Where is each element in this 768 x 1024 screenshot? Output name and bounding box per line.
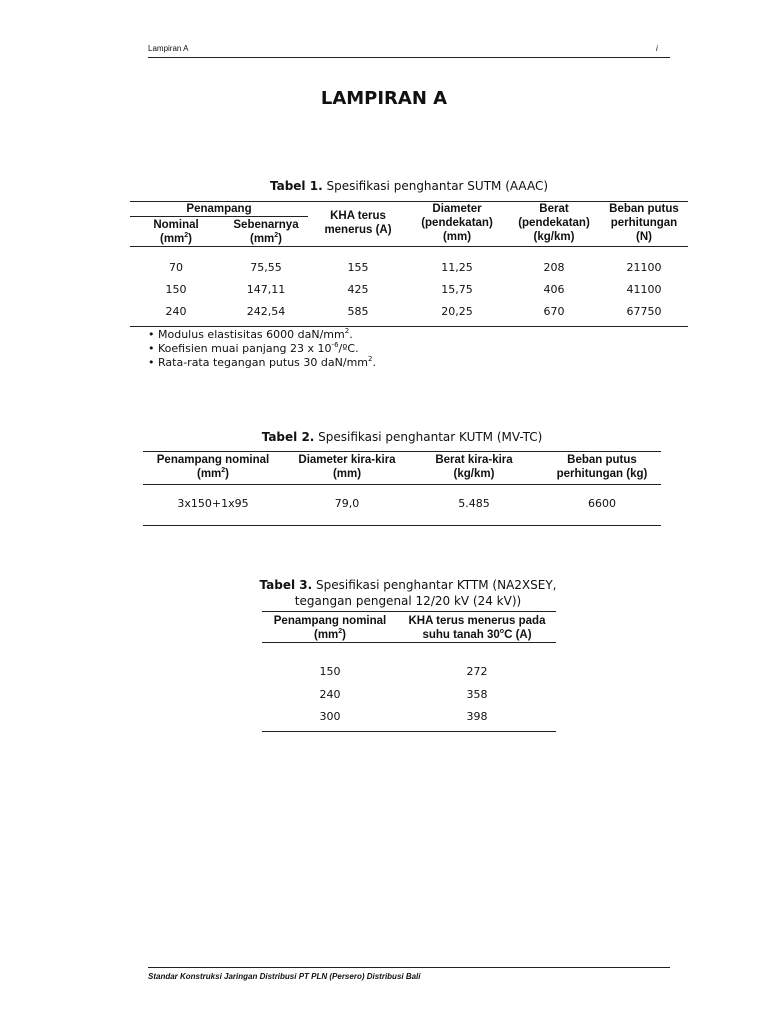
note-sup: 2 bbox=[368, 355, 373, 363]
table2-header-diameter bbox=[283, 453, 411, 481]
table3-header-penampang bbox=[262, 614, 398, 642]
table2-bottom-rule bbox=[143, 525, 661, 526]
table-cell: 6600 bbox=[588, 497, 616, 510]
unit-sup: 2 bbox=[274, 232, 279, 239]
table-cell: 67750 bbox=[626, 305, 662, 318]
table-cell: 11,25 bbox=[441, 261, 473, 274]
header-rule bbox=[148, 57, 670, 58]
beban-line1: Beban putus bbox=[609, 203, 679, 215]
note-tail: . bbox=[349, 328, 353, 341]
table2-caption bbox=[143, 430, 661, 444]
table1-header-penampang: Penampang bbox=[186, 203, 252, 215]
table-cell: 398 bbox=[466, 710, 488, 723]
running-header-left: Lampiran A bbox=[148, 44, 189, 53]
table-cell: 41100 bbox=[626, 283, 662, 296]
table1-header-berat bbox=[508, 202, 600, 244]
beban-line2: perhitungan bbox=[610, 217, 678, 229]
table3-top-rule bbox=[262, 611, 556, 612]
table-cell: 670 bbox=[543, 305, 565, 318]
table2-header-beban bbox=[537, 453, 667, 481]
table-cell: 150 bbox=[319, 665, 341, 678]
table3-caption-line2: tegangan pengenal 12/20 kV (24 kV)) bbox=[294, 594, 522, 608]
table-cell: 272 bbox=[466, 665, 488, 678]
table1-bottom-rule bbox=[130, 326, 688, 327]
table2-caption-label: Tabel 2. bbox=[261, 430, 315, 444]
col2-line1: Diameter kira-kira bbox=[298, 454, 396, 466]
table-cell: 240 bbox=[165, 305, 187, 318]
col2-line2: (mm) bbox=[332, 468, 362, 480]
unit-close: ) bbox=[188, 233, 193, 245]
col2-tail: C (A) bbox=[504, 629, 532, 641]
table-cell: 21100 bbox=[626, 261, 662, 274]
col3-line1: Berat kira-kira bbox=[435, 454, 513, 466]
table1-caption-label: Tabel 1. bbox=[269, 179, 323, 193]
bullet: • bbox=[148, 356, 155, 369]
table-cell: 147,11 bbox=[246, 283, 286, 296]
diameter-line3: (mm) bbox=[442, 231, 472, 243]
berat-line2: (pendekatan) bbox=[518, 217, 590, 229]
col1-line1: Penampang nominal bbox=[156, 454, 270, 466]
table-cell: 155 bbox=[347, 261, 369, 274]
note-sup: 2 bbox=[344, 327, 350, 335]
table-cell: 585 bbox=[347, 305, 369, 318]
table2-top-rule bbox=[143, 451, 661, 452]
col4-line2: perhitungan (kg) bbox=[556, 468, 648, 480]
unit-sup: 2 bbox=[221, 467, 226, 474]
table1-header-sebenarnya bbox=[222, 218, 310, 246]
table3-caption-line1 bbox=[232, 577, 584, 593]
unit-text: (mm bbox=[249, 233, 275, 245]
kha-line2: menerus (A) bbox=[324, 224, 392, 236]
unit-sup: 2 bbox=[338, 628, 343, 635]
note-text: Koefisien muai panjang 23 x 10 bbox=[158, 342, 332, 355]
table1-header-sebenarnya-unit bbox=[222, 232, 310, 246]
col1-line2 bbox=[143, 467, 283, 481]
table1-header-nominal-label: Nominal bbox=[153, 219, 199, 231]
table-cell: 406 bbox=[543, 283, 565, 296]
table-cell: 242,54 bbox=[246, 305, 286, 318]
unit-close: ) bbox=[342, 629, 347, 641]
table1-header-beban bbox=[600, 202, 688, 244]
table1-caption-text: Spesifikasi penghantar SUTM (AAAC) bbox=[322, 179, 549, 193]
table3-bottom-rule bbox=[262, 731, 556, 732]
table1-header-rule bbox=[130, 246, 688, 247]
table-cell: 240 bbox=[319, 688, 341, 701]
table-cell: 208 bbox=[543, 261, 565, 274]
table-cell: 3x150+1x95 bbox=[177, 497, 249, 510]
kha-line1: KHA terus bbox=[330, 210, 386, 222]
note-sup: -6 bbox=[331, 341, 339, 349]
unit-text: (mm bbox=[313, 629, 339, 641]
berat-line1: Berat bbox=[539, 203, 569, 215]
table-cell: 75,55 bbox=[250, 261, 282, 274]
col2-line1: KHA terus menerus pada bbox=[408, 615, 546, 627]
table1-notes bbox=[148, 328, 376, 370]
running-footer: Standar Konstruksi Jaringan Distribusi PT PLN (Persero) Distribusi Bali bbox=[148, 972, 421, 981]
page-title: LAMPIRAN A bbox=[320, 88, 448, 109]
bullet: • bbox=[148, 342, 155, 355]
table3-caption bbox=[232, 577, 584, 609]
table1-penampang-rule bbox=[130, 216, 308, 217]
unit-close: ) bbox=[278, 233, 283, 245]
table1-header-diameter bbox=[406, 202, 508, 244]
unit-text: (mm bbox=[196, 468, 222, 480]
table1-header-nominal bbox=[130, 218, 222, 246]
table-cell: 5.485 bbox=[458, 497, 490, 510]
col2-text: suhu tanah 30 bbox=[422, 629, 500, 641]
table2-header-penampang bbox=[143, 453, 283, 481]
col1-line2 bbox=[262, 628, 398, 642]
diameter-line2: (pendekatan) bbox=[421, 217, 493, 229]
bullet: • bbox=[148, 328, 155, 341]
table-cell: 300 bbox=[319, 710, 341, 723]
table2-header-berat bbox=[411, 453, 537, 481]
note-item bbox=[148, 328, 376, 342]
degree-sup: o bbox=[499, 628, 505, 635]
table1-header-nominal-unit bbox=[130, 232, 222, 246]
table3-header-kha bbox=[398, 614, 556, 642]
table2-caption-text: Spesifikasi penghantar KUTM (MV-TC) bbox=[314, 430, 543, 444]
note-item bbox=[148, 356, 376, 370]
note-tail: . bbox=[372, 356, 376, 369]
table1-caption bbox=[130, 179, 688, 193]
unit-text: (mm bbox=[159, 233, 185, 245]
table-cell: 79,0 bbox=[334, 497, 360, 510]
berat-line3: (kg/km) bbox=[533, 231, 575, 243]
table3-header-rule bbox=[262, 642, 556, 643]
table2-header-rule bbox=[143, 484, 661, 485]
col3-line2: (kg/km) bbox=[453, 468, 495, 480]
table-cell: 150 bbox=[165, 283, 187, 296]
unit-sup: 2 bbox=[184, 232, 189, 239]
diameter-line1: Diameter bbox=[432, 203, 482, 215]
table-cell: 358 bbox=[466, 688, 488, 701]
table3-caption-text: Spesifikasi penghantar KTTM (NA2XSEY, bbox=[312, 578, 557, 592]
col1-line1: Penampang nominal bbox=[273, 615, 387, 627]
table-cell: 15,75 bbox=[441, 283, 473, 296]
footer-rule bbox=[148, 967, 670, 968]
table-cell: 70 bbox=[169, 261, 183, 274]
table1-header-kha bbox=[310, 209, 406, 237]
col2-line2 bbox=[398, 628, 556, 642]
note-tail: /ºC. bbox=[338, 342, 359, 355]
table-cell: 425 bbox=[347, 283, 369, 296]
table1-header-sebenarnya-label: Sebenarnya bbox=[233, 219, 299, 231]
unit-close: ) bbox=[225, 468, 230, 480]
table3-caption-label: Tabel 3. bbox=[259, 578, 313, 592]
col4-line1: Beban putus bbox=[567, 454, 637, 466]
beban-line3: (N) bbox=[636, 231, 652, 243]
table-cell: 20,25 bbox=[441, 305, 473, 318]
note-text: Rata-rata tegangan putus 30 daN/mm bbox=[158, 356, 368, 369]
note-item bbox=[148, 342, 376, 356]
page-number: i bbox=[656, 44, 658, 53]
note-text: Modulus elastisitas 6000 daN/mm bbox=[158, 328, 345, 341]
